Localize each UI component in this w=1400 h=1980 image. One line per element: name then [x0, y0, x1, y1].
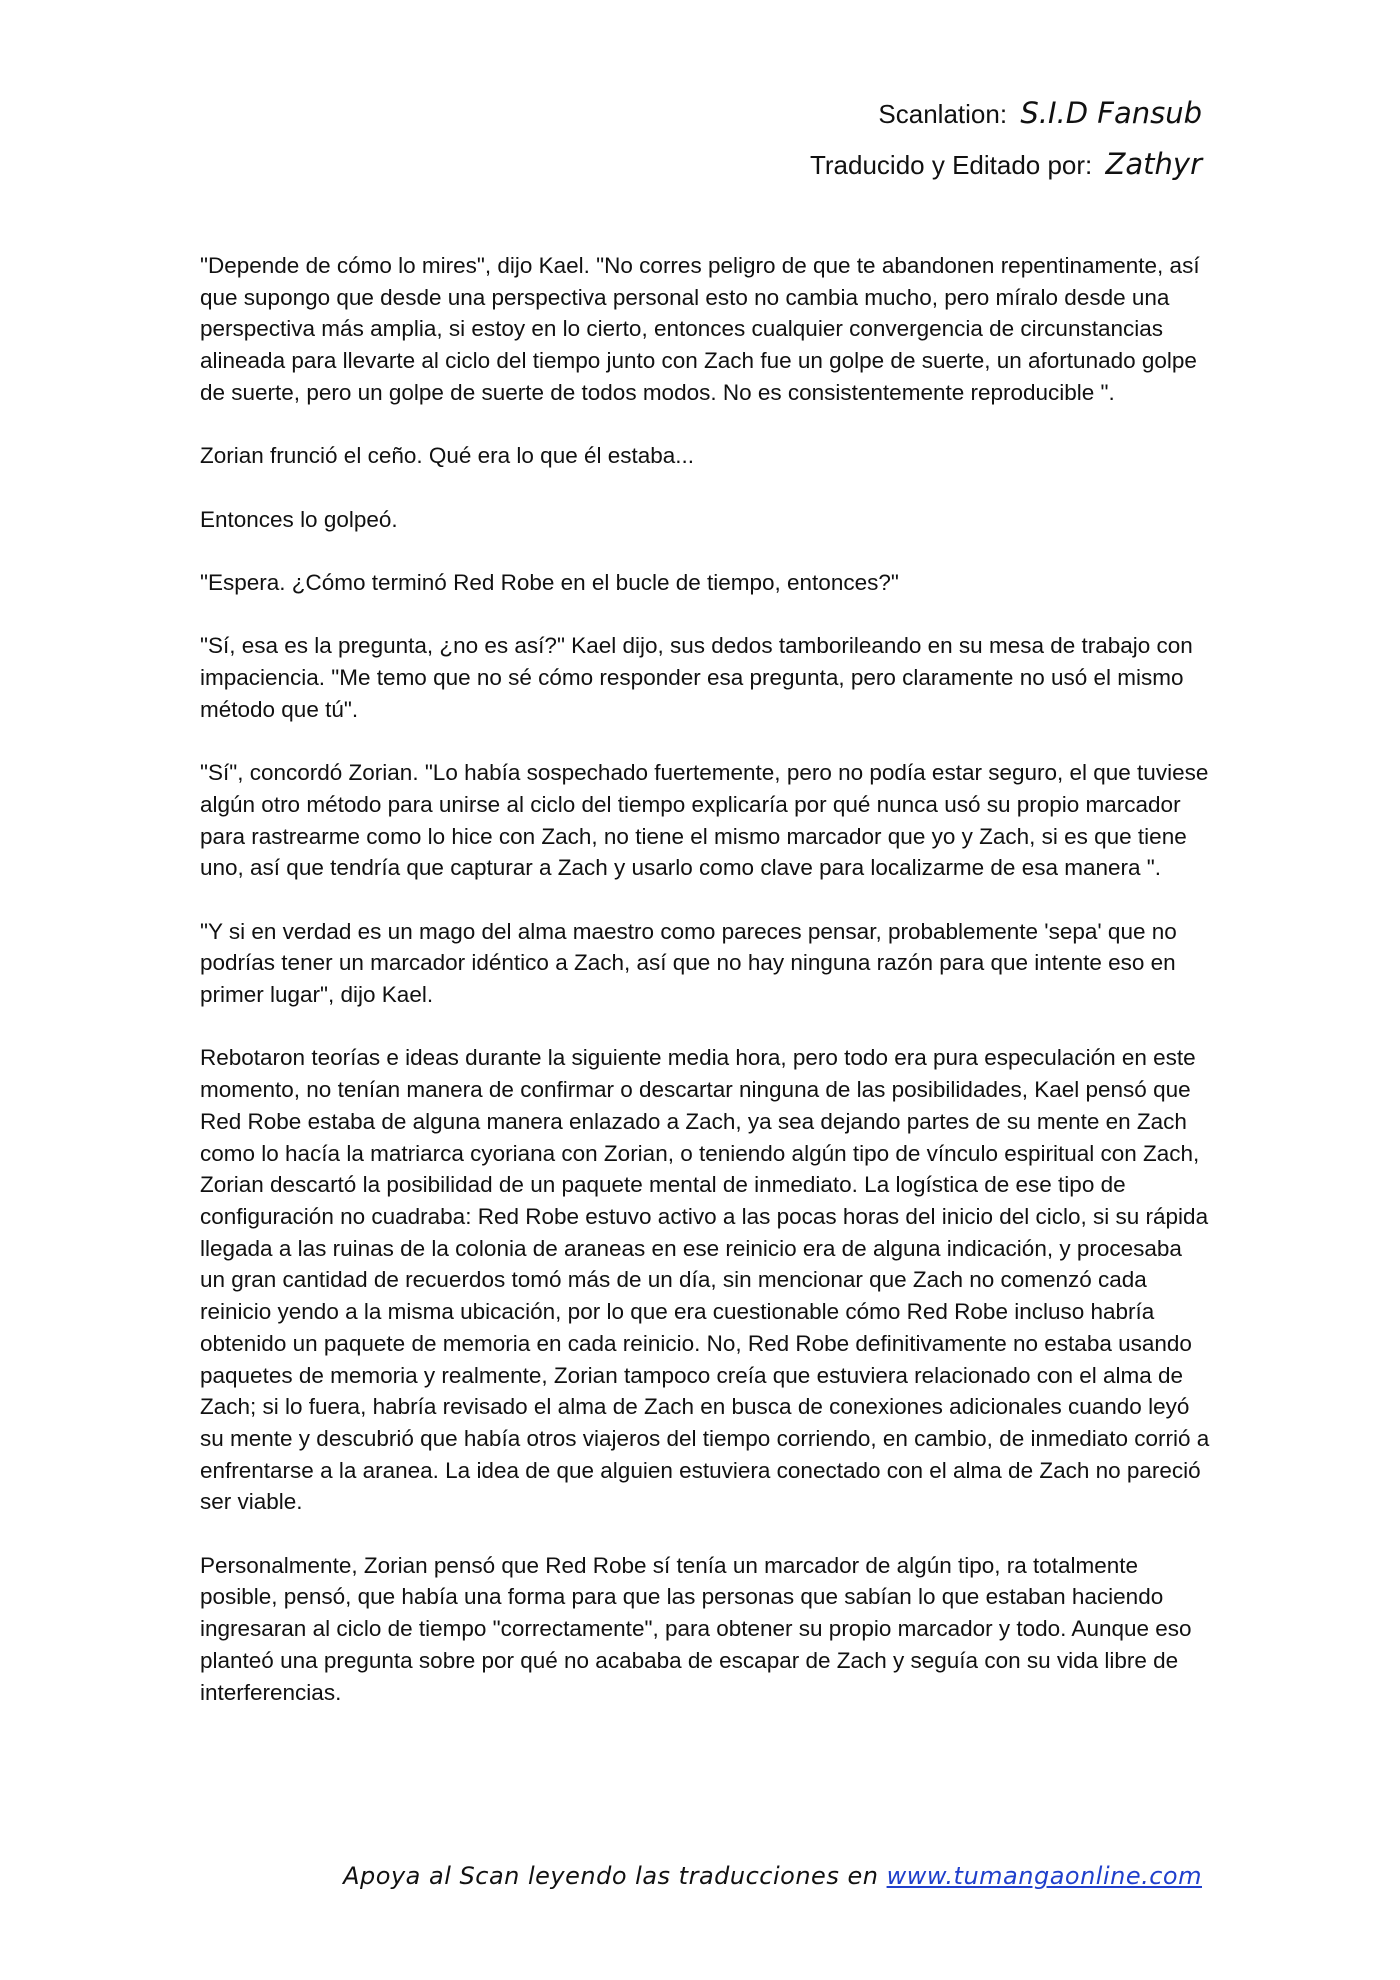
paragraph: "Depende de cómo lo mires", dijo Kael. "No corres peligro de que te abandonen repentinamente, así que supongo que desde una perspectiva personal esto no cambia mucho, pero míralo desde una perspectiva más amplia, si estoy en lo cierto, entonces cualquier convergencia de circunstancias alineada para llevarte al ciclo del tiempo junto con Zach fue un golpe de suerte, un afortunado golpe de suerte, pero un golpe de suerte de todos modos. No es consistentemente reproducible ".: [200, 253, 1200, 405]
footer-text: Apoya al Scan leyendo las traducciones en: [343, 1862, 887, 1890]
scanlation-name: S.I.D Fansub: [1020, 96, 1202, 130]
paragraph: Rebotaron teorías e ideas durante la siguiente media hora, pero todo era pura especulación en este momento, no tenían manera de confirmar o descartar ninguna de las posibilidades, Kael pensó que Red Robe estaba de alguna manera enlazado a Zach, ya sea dejando partes de su mente en Zach como lo hacía la matriarca cyoriana con Zorian, o teniendo algún tipo de vínculo espiritual con Zach, Zorian descartó la posibilidad de un paquete mental de inmediato. La logística de ese tipo de configuración no cuadraba: Red Robe estuvo activo a las pocas horas del inicio del ciclo, si su rápida llegada a las ruinas de la colonia de araneas en ese reinicio era de alguna indicación, y procesaba un gran cantidad de recuerdos tomó más de un día, sin mencionar que Zach no comenzó cada reinicio yendo a la misma ubicación, por lo que era cuestionable cómo Red Robe incluso habría obtenido un paquete de memoria en cada reinicio. No, Red Robe definitivamente no estaba usando paquetes de memoria y realmente, Zorian tampoco creía que estuviera relacionado con el alma de Zach; si lo fuera, habría revisado el alma de Zach en busca de conexiones adicionales cuando leyó su mente y descubrió que había otros viajeros del tiempo corriendo, en cambio, de inmediato corrió a enfrentarse a la aranea. La idea de que alguien estuviera conectado con el alma de Zach no pareció ser viable.: [200, 1045, 1210, 1515]
paragraph: "Sí", concordó Zorian. "Lo había sospechado fuertemente, pero no podía estar seguro, el que tuviese algún otro método para unirse al ciclo del tiempo explicaría por qué nunca usó su propio marcador para rastrearme como lo hice con Zach, no tiene el mismo marcador que yo y Zach, si es que tiene uno, así que tendría que capturar a Zach y usarlo como clave para localizarme de esa manera ".: [200, 760, 1209, 881]
scanlation-label: Scanlation:: [878, 99, 1008, 129]
chapter-text: [200, 250, 1212, 1740]
paragraph: Personalmente, Zorian pensó que Red Robe sí tenía un marcador de algún tipo, ra totalmente posible, pensó, que había una forma para que las personas que sabían lo que estaban haciendo ingresaran al ciclo de tiempo "correctamente", para obtener su propio marcador y todo. Aunque eso planteó una pregunta sobre por qué no acababa de escapar de Zach y seguía con su vida libre de interferencias.: [200, 1552, 1192, 1705]
scanlation-credit: [810, 88, 1202, 139]
paragraph: "Espera. ¿Cómo terminó Red Robe en el bucle de tiempo, entonces?": [200, 569, 899, 595]
footer-note: [343, 1862, 1202, 1890]
paragraph: "Sí, esa es la pregunta, ¿no es así?" Kael dijo, sus dedos tamborileando en su mesa de trabajo con impaciencia. "Me temo que no sé cómo responder esa pregunta, pero claramente no usó el mismo método que tú".: [200, 633, 1193, 722]
paragraph: Zorian frunció el ceño. Qué era lo que él estaba...: [200, 443, 695, 469]
translator-credit: [810, 139, 1202, 190]
paragraph: Entonces lo golpeó.: [200, 506, 398, 532]
footer-link[interactable]: www.tumangaonline.com: [886, 1862, 1202, 1890]
paragraph: "Y si en verdad es un mago del alma maestro como pareces pensar, probablemente 'sepa' que no podrías tener un marcador idéntico a Zach, así que no hay ninguna razón para que intente eso en primer lugar", dijo Kael.: [200, 918, 1177, 1008]
translator-label: Traducido y Editado por:: [809, 150, 1093, 180]
credits-block: [810, 88, 1202, 190]
translator-name: Zathyr: [1105, 147, 1202, 181]
